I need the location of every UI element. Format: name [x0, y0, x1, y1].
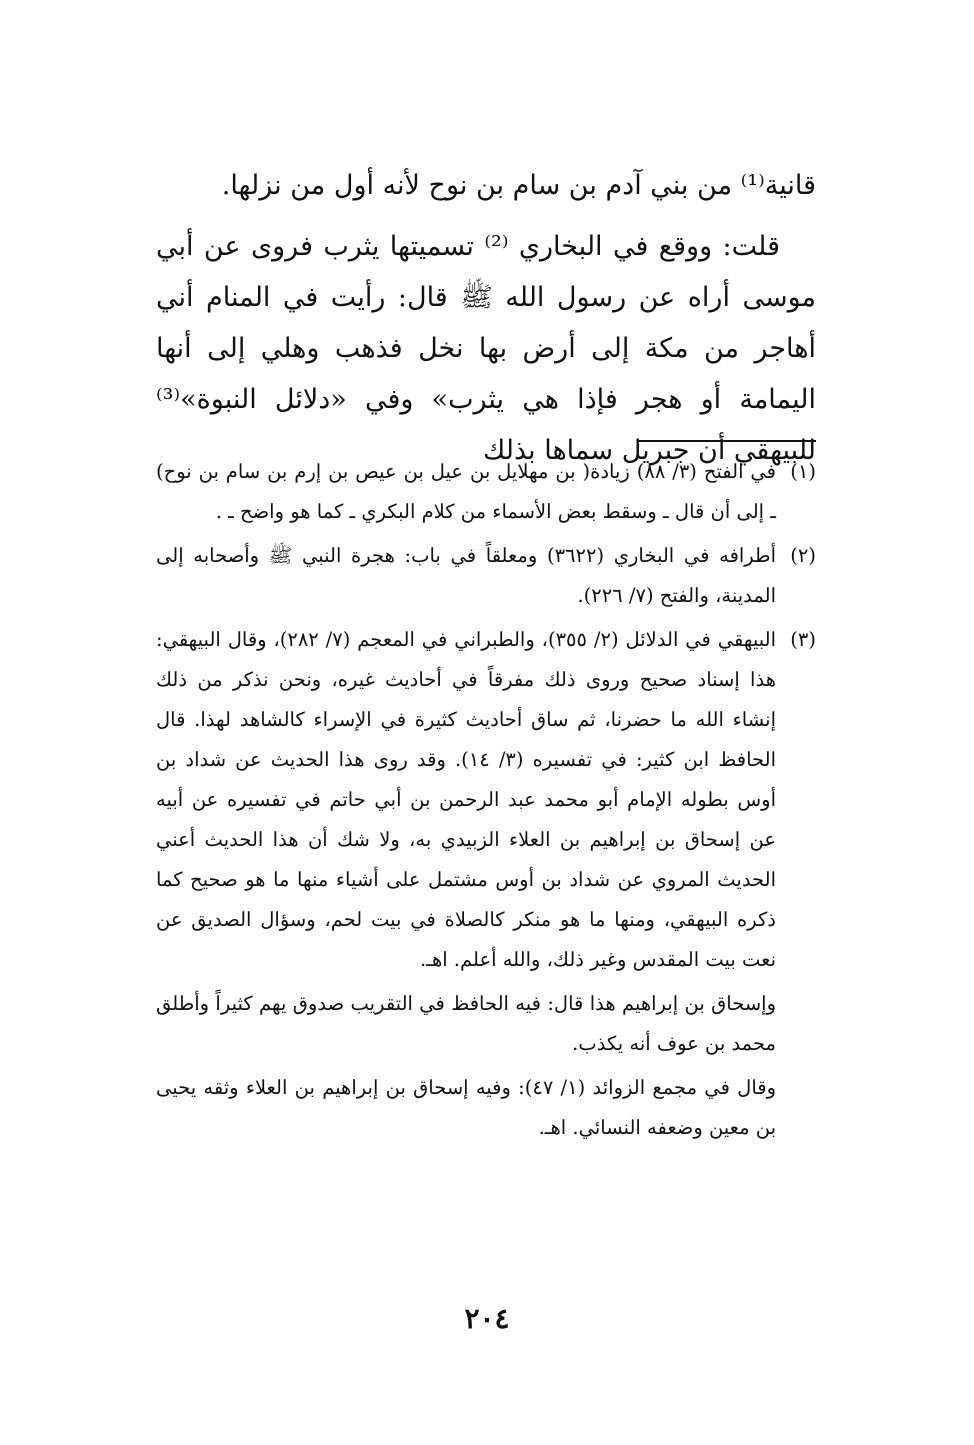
footnote-separator [638, 440, 816, 442]
main-text-block [156, 160, 816, 476]
footnote-continuation: وقال في مجمع الزوائد (١/ ٤٧): وفيه إسحاق بن إبراهيم بن العلاء وثقه يحيى بن معين وضعفه النسائي. اهـ. [156, 1076, 776, 1139]
footnote-text: أطرافه في البخاري (٣٦٢٢) ومعلقاً في باب: هجرة النبي ﷺ وأصحابه إلى المدينة، والفتح (٧/ ٢٢٦). [156, 544, 776, 607]
footnote-text: البيهقي في الدلائل (٢/ ٣٥٥)، والطبراني في المعجم (٧/ ٢٨٢)، وقال البيهقي: هذا إسناد صحيح وروى ذلك مفرقاً في أحاديث غيره، ونحن نذكر من ذلك إنشاء الله ما حضرنا، ثم ساق أحاديث كثيرة في الإسراء كالشاهد لهذا. قال الحافظ ابن كثير: في تفسيره (٣/ ١٤). وقد روى هذا الحديث عن شداد بن أوس بطوله الإمام أبو محمد عبد الرحمن بن أبي حاتم في تفسيره عن أبيه عن إسحاق بن إبراهيم بن العلاء الزبيدي به، ولا شك أن هذا الحديث أعني الحديث المروي عن شداد بن أوس مشتمل على أشياء منها ما هو صحيح كما ذكره البيهقي، ومنها ما هو منكر كالصلاة في بيت لحم، وسؤال الصديق عن نعت بيت المقدس وغير ذلك، والله أعلم. اهـ. [156, 628, 776, 971]
footnote-text: في الفتح (٣/ ٨٨) زيادة( بن مهلايل بن عيل بن عيص بن إرم بن سام بن نوح) ـ إلى أن قال ـ وسقط بعض الأسماء من كلام البكري ـ كما هو واضح ـ . [156, 460, 777, 523]
main-text-paragraph: قلت: ووقع في البخاري ⁽²⁾ تسميتها يثرب فروى عن أبي موسى أراه عن رسول الله ﷺ قال: رأيت في المنام أني أهاجر من مكة إلى أرض بها نخل فذهب وهلي إلى أنها اليمامة أو هجر فإذا هي يثرب» وفي «دلائل النبوة»⁽³⁾ للبيهقي أن جبريل سماها بذلك [156, 231, 816, 466]
footnote-number: (٢) [790, 544, 816, 567]
footnote-continuation: وإسحاق بن إبراهيم هذا قال: فيه الحافظ في التقريب صدوق يهم كثيراً وأطلق محمد بن عوف أنه يكذب. [156, 992, 776, 1055]
footnote-1 [156, 452, 816, 532]
footnote-number: (٣) [790, 628, 816, 651]
footnotes-section [156, 452, 816, 1152]
footnote-2 [156, 536, 816, 616]
footnote-3 [156, 620, 816, 980]
page-number: ٢٠٤ [464, 1302, 510, 1335]
main-text-line: قانية⁽¹⁾ من بني آدم بن سام بن نوح لأنه أول من نزلها. [221, 170, 816, 201]
footnote-number: (١) [790, 460, 816, 483]
